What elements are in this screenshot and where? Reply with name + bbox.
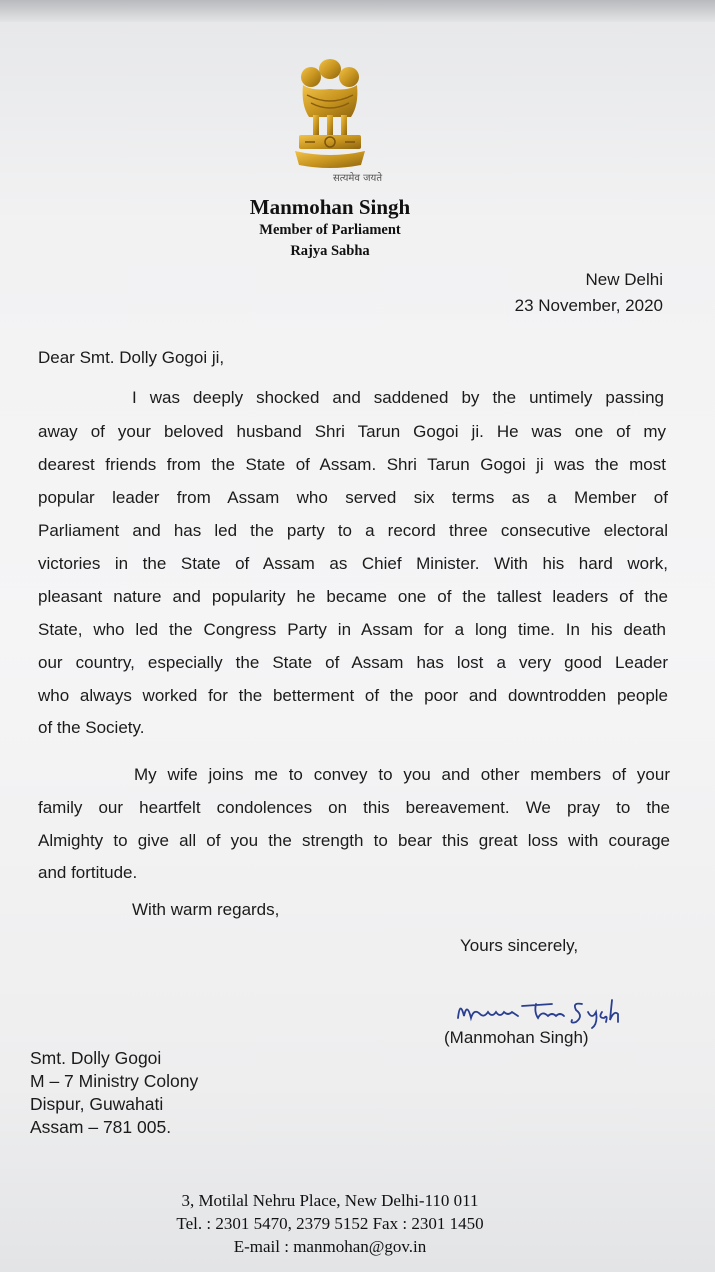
paragraph-line: Almighty to give all of you the strength to bear this great loss with courage — [38, 831, 670, 850]
footer-address: 3, Motilal Nehru Place, New Delhi-110 011 — [181, 1191, 479, 1210]
address-line: Smt. Dolly Gogoi — [30, 1048, 162, 1068]
closing-line: With warm regards, — [132, 900, 280, 919]
paragraph-line: popular leader from Assam who served six terms as a Member of — [38, 488, 668, 507]
national-emblem-icon — [291, 55, 369, 173]
paragraph-line: family our heartfelt condolences on this bereavement. We pray to the — [38, 798, 670, 817]
sender-name: Manmohan Singh — [249, 195, 411, 219]
paragraph-line: of the Society. — [38, 718, 145, 737]
paragraph-line: who always worked for the betterment of the poor and downtrodden people — [38, 686, 668, 705]
sender-house: Rajya Sabha — [290, 243, 370, 259]
paragraph-line: and fortitude. — [38, 863, 138, 882]
valediction: Yours sincerely, — [460, 936, 579, 955]
address-line: Dispur, Guwahati — [30, 1094, 164, 1114]
handwritten-signature — [452, 994, 637, 1030]
paragraph-line: State, who led the Congress Party in Assam for a long time. In his death — [38, 620, 666, 639]
paragraph-line: I was deeply shocked and saddened by the untimely passing — [132, 388, 664, 407]
paragraph-line: pleasant nature and popularity he became one of the tallest leaders of the — [38, 587, 668, 606]
paragraph-line: My wife joins me to convey to you and other members of your — [134, 765, 670, 784]
page-shadow — [0, 0, 715, 22]
emblem-motto: सत्यमेव जयते — [332, 173, 383, 184]
footer-email: E-mail : manmohan@gov.in — [233, 1237, 427, 1256]
address-line: M – 7 Ministry Colony — [30, 1071, 199, 1091]
paragraph-line: our country, especially the State of Assam has lost a very good Leader — [38, 653, 668, 672]
paragraph-line: away of your beloved husband Shri Tarun Gogoi ji. He was one of my — [38, 422, 666, 441]
paragraph-line: victories in the State of Assam as Chief Minister. With his hard work, — [38, 554, 668, 573]
salutation: Dear Smt. Dolly Gogoi ji, — [38, 348, 225, 367]
paragraph-line: Parliament and has led the party to a record three consecutive electoral — [38, 521, 668, 540]
letter-place: New Delhi — [585, 270, 663, 289]
signatory-name: (Manmohan Singh) — [444, 1028, 589, 1047]
letter-date: 23 November, 2020 — [514, 296, 663, 315]
paragraph-line: dearest friends from the State of Assam. Shri Tarun Gogoi ji was the most — [38, 455, 666, 474]
sender-title: Member of Parliament — [259, 222, 401, 238]
footer-phone: Tel. : 2301 5470, 2379 5152 Fax : 2301 1450 — [176, 1214, 484, 1233]
address-line: Assam – 781 005. — [30, 1117, 172, 1137]
